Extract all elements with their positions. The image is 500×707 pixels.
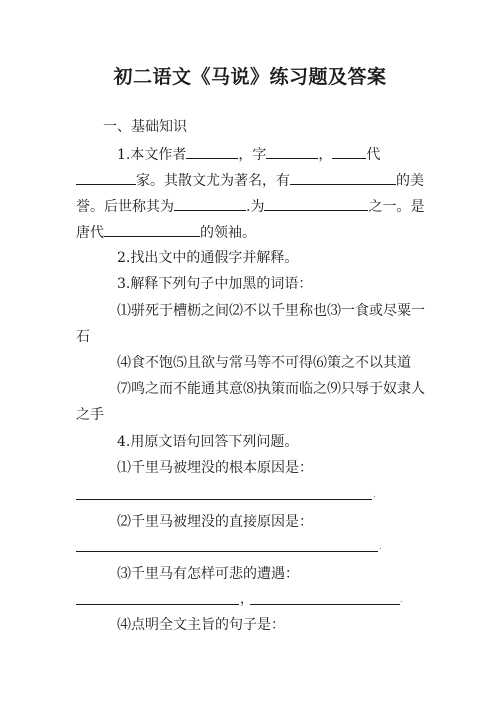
q1-line3-end: 之一。是 <box>368 199 425 215</box>
answer-line-sub-2-period: . <box>379 542 382 551</box>
q1-line2-text: 家。其散文尤为著名，有 <box>136 173 290 189</box>
q1-blank-zi[interactable] <box>266 144 318 159</box>
question-1-line-4 <box>76 222 256 243</box>
question-4-sub-1: ⑴千里马被埋没的根本原因是： <box>117 460 313 476</box>
q1-line2-end: 的美 <box>396 173 424 189</box>
question-1-line-3 <box>76 196 424 217</box>
question-4-sub-3: ⑶千里马有怎样可悲的遭遇： <box>117 566 299 582</box>
q1-dai: 代 <box>366 147 381 163</box>
question-3-row-2: ⑷食不饱⑸且欲与常马等不可得⑹策之不以其道 <box>117 355 411 371</box>
q1-line4-text: 唐代 <box>76 225 104 241</box>
q1-blank-author[interactable] <box>186 144 238 159</box>
q1-blank-group[interactable] <box>264 196 368 211</box>
q1-blank-jia[interactable] <box>76 170 136 185</box>
q1-blank-title[interactable] <box>174 196 246 211</box>
q1-blank-dynasty[interactable] <box>332 144 366 159</box>
answer-line-sub-1[interactable] <box>76 499 372 500</box>
question-3-stem: 3.解释下列句子中加黑的词语： <box>117 276 313 292</box>
question-3-row-1: ⑴骈死于槽枥之间⑵不以千里称也⑶一食或尽粟一 <box>117 303 425 319</box>
q1-line3-text: 誉。后世称其为 <box>76 199 174 215</box>
question-4-sub-2: ⑵千里马被埋没的直接原因是： <box>117 514 313 530</box>
page-title: 初二语文《马说》练习题及答案 <box>113 66 387 88</box>
question-3-row-1-cont: 石 <box>76 329 90 345</box>
answer-line-sub-2[interactable] <box>76 551 378 552</box>
question-1-line-2 <box>76 170 424 191</box>
answer-line-sub-3-separator: ， <box>240 592 254 607</box>
question-4-sub-4: ⑷点明全文主旨的句子是： <box>117 617 285 633</box>
question-3-row-3: ⑺鸣之而不能通其意⑻执策而临之⑼只辱于奴隶人 <box>117 381 425 397</box>
q1-prefix: 1.本文作者 <box>117 147 187 163</box>
section-heading-basics: 一、基础知识 <box>103 119 187 135</box>
answer-line-sub-3-period: . <box>400 595 403 604</box>
answer-line-sub-3-a[interactable] <box>76 604 239 605</box>
question-2: 2.找出文中的通假字并解释。 <box>117 250 299 266</box>
question-1-line-1 <box>117 144 380 165</box>
question-3-row-3-cont: 之手 <box>76 407 104 423</box>
q1-blank-movement[interactable] <box>104 222 200 237</box>
q1-comma: ， <box>318 147 333 163</box>
answer-line-sub-3-b[interactable] <box>250 604 400 605</box>
q1-comma-zi: ，字 <box>238 147 267 163</box>
q1-line3-wei: .为 <box>246 199 265 215</box>
q1-line4-end: 的领袖。 <box>200 225 256 241</box>
q1-blank-reputation[interactable] <box>290 170 396 185</box>
question-4-stem: 4.用原文语句回答下列问题。 <box>117 434 299 450</box>
answer-line-sub-1-period: . <box>373 490 376 499</box>
